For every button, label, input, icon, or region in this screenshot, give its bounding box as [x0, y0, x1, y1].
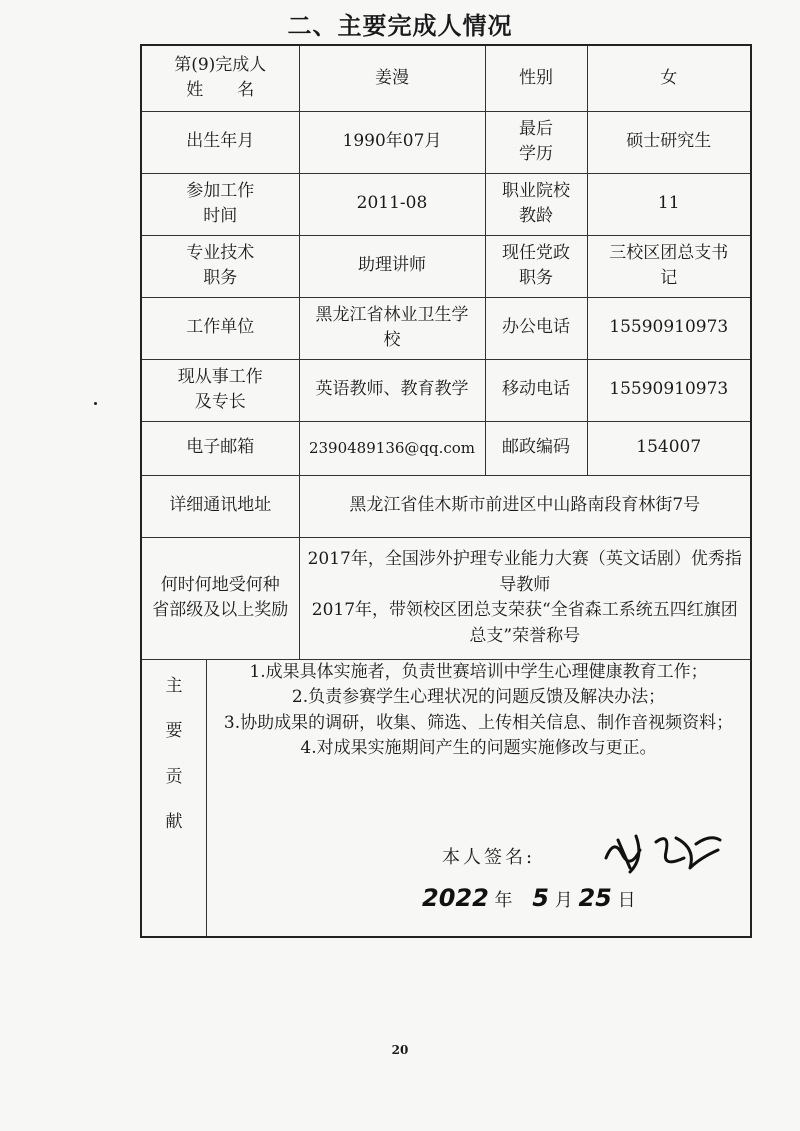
table-row	[141, 111, 751, 173]
contribution-item: 1.成果具体实施者，负责世赛培训中学生心理健康教育工作；	[249, 661, 708, 682]
date-month: 5	[532, 883, 549, 912]
postcode-label: 邮政编码	[485, 421, 587, 475]
contribution-row	[141, 659, 751, 937]
handwritten-signature	[600, 828, 730, 885]
table-row	[141, 173, 751, 235]
date-day-unit: 日	[617, 889, 636, 911]
signature-date	[422, 880, 636, 916]
page-title: 二、主要完成人情况	[287, 12, 513, 40]
table-row	[141, 45, 751, 111]
education-value: 硕士研究生	[587, 111, 751, 173]
date-month-unit: 月	[554, 889, 573, 911]
signature-image	[600, 828, 730, 876]
work-start-label: 参加工作 时间	[141, 173, 299, 235]
prof-title-value: 助理讲师	[299, 235, 485, 297]
birth-value: 1990年07月	[299, 111, 485, 173]
prof-title-label: 专业技术 职务	[141, 235, 299, 297]
date-year: 2022	[422, 883, 489, 912]
award-item: 2017年，带领校区团总支荣获“全省森工系统五四红旗团总支”荣誉称号	[311, 600, 738, 646]
personnel-info-table	[140, 44, 752, 938]
contribution-item: 3.协助成果的调研，收集、筛选、上传相关信息、制作音视频资料；	[223, 712, 734, 733]
unit-value: 黑龙江省林业卫生学 校	[299, 297, 485, 359]
unit-label: 工作单位	[141, 297, 299, 359]
award-list	[299, 537, 751, 659]
table-row	[141, 235, 751, 297]
education-label: 最后 学历	[485, 111, 587, 173]
date-day: 25	[578, 883, 612, 912]
table-row	[141, 475, 751, 537]
table-row	[141, 297, 751, 359]
office-phone-label: 办公电话	[485, 297, 587, 359]
award-label: 何时何地受何种 省部级及以上奖励	[141, 537, 299, 659]
mobile-value: 15590910973	[587, 359, 751, 421]
signature-label: 本人签名:	[442, 846, 536, 868]
birth-label: 出生年月	[141, 111, 299, 173]
mobile-label: 移动电话	[485, 359, 587, 421]
contribution-item: 4.对成果实施期间产生的问题实施修改与更正。	[300, 738, 657, 758]
party-post-value: 三校区团总支书 记	[587, 235, 751, 297]
address-value: 黑龙江省佳木斯市前进区中山路南段育林街7号	[299, 475, 751, 537]
party-post-label: 现任党政 职务	[485, 235, 587, 297]
name-value: 姜漫	[299, 45, 485, 111]
table-row	[141, 359, 751, 421]
contribution-label: 主 要 贡 献	[142, 660, 207, 936]
table-row	[141, 537, 751, 659]
stray-dot	[94, 402, 97, 405]
teaching-years-value: 11	[587, 173, 751, 235]
contribution-item: 2.负责参赛学生心理状况的问题反馈及解决办法；	[291, 687, 666, 707]
work-label: 现从事工作 及专长	[141, 359, 299, 421]
email-value: 2390489136@qq.com	[299, 421, 485, 475]
name-label: 第(9)完成人 姓 名	[141, 45, 299, 111]
gender-label: 性别	[485, 45, 587, 111]
work-value: 英语教师、教育教学	[299, 359, 485, 421]
date-year-unit: 年	[494, 889, 513, 911]
award-item: 2017年，全国涉外护理专业能力大赛（英文话剧）优秀指导教师	[307, 549, 742, 595]
postcode-value: 154007	[587, 421, 751, 475]
page-number: 20	[391, 1043, 409, 1057]
address-label: 详细通讯地址	[141, 475, 299, 537]
gender-value: 女	[587, 45, 751, 111]
email-label: 电子邮箱	[141, 421, 299, 475]
office-phone-value: 15590910973	[587, 297, 751, 359]
teaching-years-label: 职业院校 教龄	[485, 173, 587, 235]
table-row	[141, 421, 751, 475]
work-start-value: 2011-08	[299, 173, 485, 235]
